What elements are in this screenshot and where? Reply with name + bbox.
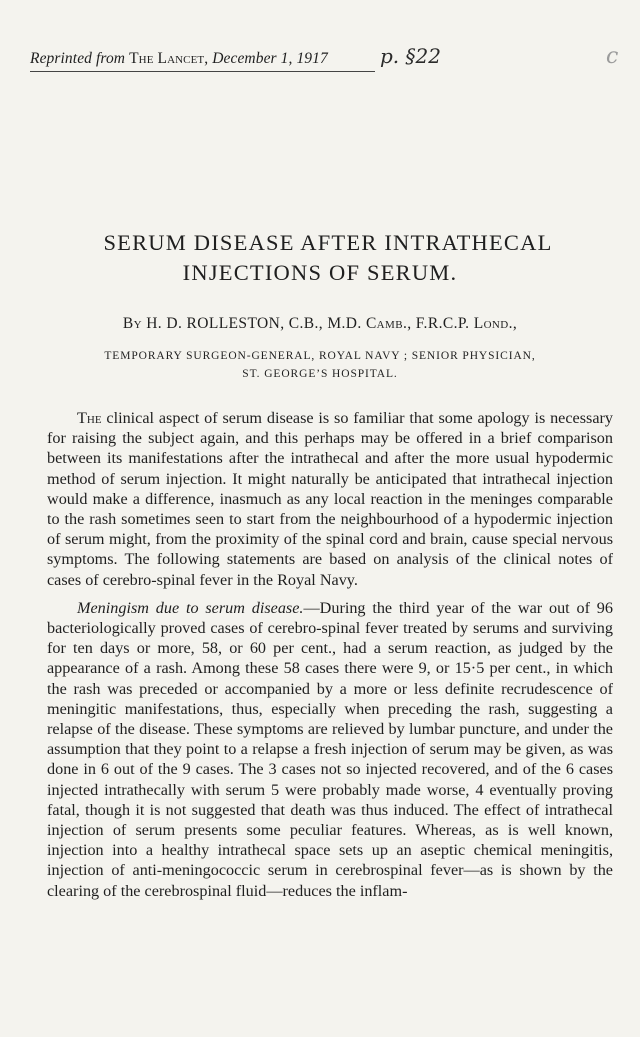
article-title-line2: INJECTIONS OF SERUM.	[182, 260, 458, 285]
article-title-line1: SERUM DISEASE AFTER INTRATHECAL	[103, 230, 553, 255]
corner-pencil-mark: c	[606, 44, 619, 69]
paragraph-meningism	[47, 598, 613, 901]
article-body	[47, 408, 613, 901]
reprint-notice: Reprinted from The Lancet, December 1, 1917	[30, 50, 328, 67]
reprint-date: December 1, 1917	[212, 50, 328, 67]
paragraph-intro	[47, 408, 613, 590]
author-affiliation-line2: ST. GEORGE’S HOSPITAL.	[242, 368, 398, 380]
header-rule	[30, 71, 375, 72]
author-byline: By H. D. ROLLESTON, C.B., M.D. Camb., F.R.C.P. Lond.,	[122, 315, 518, 332]
journal-name: The Lancet	[129, 50, 205, 67]
paragraph-meningism-text: —During the third year of the war out of 96 bacteriologically proved cases of cerebro-spinal fever treated by serums and surviving for ten days or more, 58, or 60 per cent., had a serum reaction, as judged by the appearance of a rash. Among these 58 cases there were 9, or 15·5 per cent., in which the rash was preceded or accompanied by a more or less definite recrudescence of meningitic manifestations, thus, especially when preceding the rash, suggesting a relapse of the disease. These symptoms are relieved by lumbar puncture, and under the assumption that they point to a relapse a fresh injection of serum may be given, as was done in 6 out of the 9 cases. The 3 cases not so injected recovered, and of the 6 cases injected intrathecally with serum 5 were probably made worse, 4 eventually proving fatal, though it is not suggested that death was thus induced. The effect of intrathecal injection of serum presents some peculiar features. Whereas, as is well known, injection into a healthy intrathecal space sets up an aseptic chemical meningitis, injection of anti-meningococcic serum in cerebrospinal fever—as is shown by the clearing of the cerebrospinal fluid—reduces the inflam-	[47, 598, 613, 900]
handwritten-annotation: p. §22	[380, 44, 441, 68]
paragraph-lead-word: The	[77, 409, 102, 427]
paragraph-intro-text: clinical aspect of serum disease is so familiar that some apology is necessary for raising the subject again, and this perhaps may be offered in a brief comparison between its manifestations after the intrathecal and after the more usual hypodermic method of serum injection. It might naturally be anticipated that intrathecal injection would make a difference, inasmuch as any local reaction in the meninges comparable to the rash sometimes seen to start from the neighbourhood of a hypodermic injection of serum might, from the proximity of the spinal cord and brain, cause special nervous symptoms. The following statements are based on analysis of the clinical notes of cases of cerebro-spinal fever in the Royal Navy.	[47, 409, 613, 589]
reprint-prefix: Reprinted from	[30, 50, 126, 67]
author-affiliation-line1: TEMPORARY SURGEON-GENERAL, ROYAL NAVY ; SENIOR PHYSICIAN,	[104, 350, 536, 362]
section-heading-inline: Meningism due to serum disease.	[77, 598, 304, 617]
